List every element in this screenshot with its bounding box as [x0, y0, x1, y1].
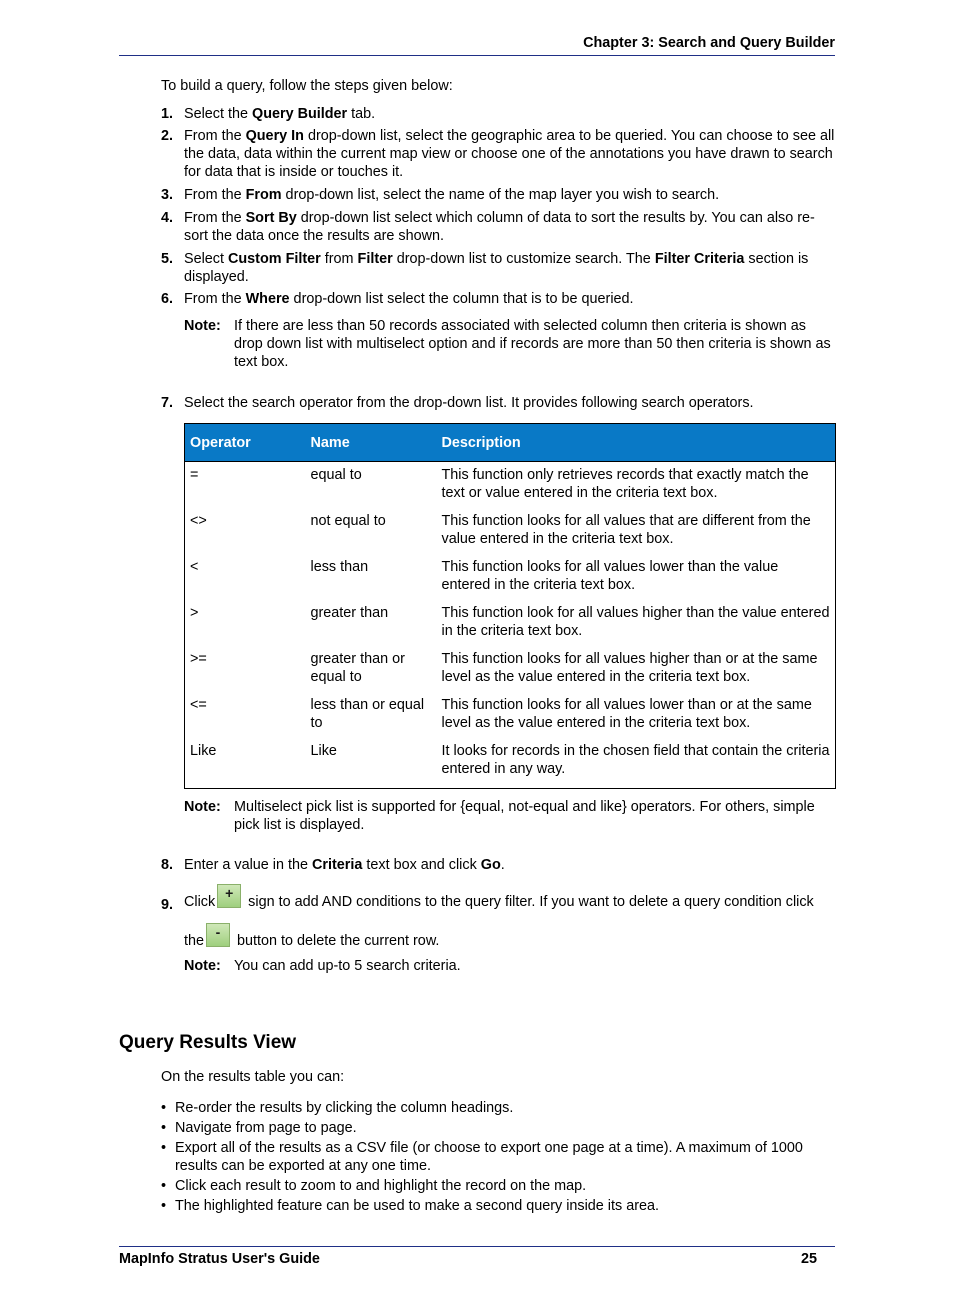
description-cell: This function looks for all values lower than the value entered in the criteria text box. — [441, 559, 779, 593]
operator-cell: = — [190, 467, 199, 483]
name-cell: less than or equal to — [310, 697, 425, 731]
table-row — [185, 512, 836, 558]
name-cell: Like — [310, 743, 337, 759]
list-item: • Re-order the results by clicking the column headings. — [161, 1100, 514, 1116]
list-item: • Navigate from page to page. — [161, 1120, 357, 1136]
page-footer — [119, 1246, 835, 1267]
table-row — [185, 462, 836, 513]
table-row — [185, 604, 836, 650]
results-bullets — [161, 1099, 835, 1217]
operator-cell: <> — [190, 513, 207, 529]
page-number: 25 — [801, 1251, 818, 1267]
table-row — [185, 558, 836, 604]
name-cell: less than — [310, 559, 369, 575]
operator-cell: >= — [190, 651, 207, 667]
operator-cell: > — [190, 605, 199, 621]
table-row — [185, 650, 836, 696]
description-cell: This function only retrieves records that exactly match the text or value entered in the criteria text box. — [441, 467, 809, 501]
guide-title: MapInfo Stratus User's Guide — [119, 1251, 320, 1267]
plus-icon: + — [217, 884, 241, 908]
column-header-description: Description — [437, 424, 836, 462]
list-item: • The highlighted feature can be used to make a second query inside its area. — [161, 1198, 659, 1214]
section-title: Query Results View — [119, 1032, 297, 1053]
step-9: 9. Click + sign to add AND conditions to the query filter. If you want to delete a query condition click the - button to delete the current row. — [161, 885, 814, 949]
list-item: • Export all of the results as a CSV file (or choose to export one page at a time). A maximum of 1000 results can be exported at any one time. — [161, 1140, 803, 1174]
name-cell: greater than or equal to — [310, 651, 405, 685]
name-cell: equal to — [310, 467, 362, 483]
minus-icon: - — [206, 923, 230, 947]
description-cell: It looks for records in the chosen field that contain the criteria entered in any way. — [441, 743, 830, 777]
operators-table — [184, 423, 836, 789]
column-header-name: Name — [306, 424, 437, 462]
chapter-title: Chapter 3: Search and Query Builder — [583, 35, 835, 51]
operator-cell: <= — [190, 697, 207, 713]
table-row — [185, 742, 836, 789]
section-intro: On the results table you can: — [161, 1069, 345, 1085]
description-cell: This function look for all values higher than the value entered in the criteria text box. — [441, 605, 830, 639]
list-item: • Click each result to zoom to and highlight the record on the map. — [161, 1178, 587, 1194]
description-cell: This function looks for all values lower than or at the same level as the value entered in the criteria text box. — [441, 697, 812, 731]
operator-cell: Like — [190, 743, 217, 759]
description-cell: This function looks for all values that are different from the value entered in the criteria text box. — [441, 513, 811, 547]
table-row — [185, 696, 836, 742]
name-cell: not equal to — [310, 513, 386, 529]
name-cell: greater than — [310, 605, 389, 621]
intro-text: To build a query, follow the steps given below: — [161, 78, 453, 94]
operator-cell: < — [190, 559, 199, 575]
page-header — [119, 34, 835, 56]
column-header-operator: Operator — [185, 424, 306, 462]
table-header-row — [185, 424, 836, 462]
description-cell: This function looks for all values higher than or at the same level as the value entered in the criteria text box. — [441, 651, 818, 685]
